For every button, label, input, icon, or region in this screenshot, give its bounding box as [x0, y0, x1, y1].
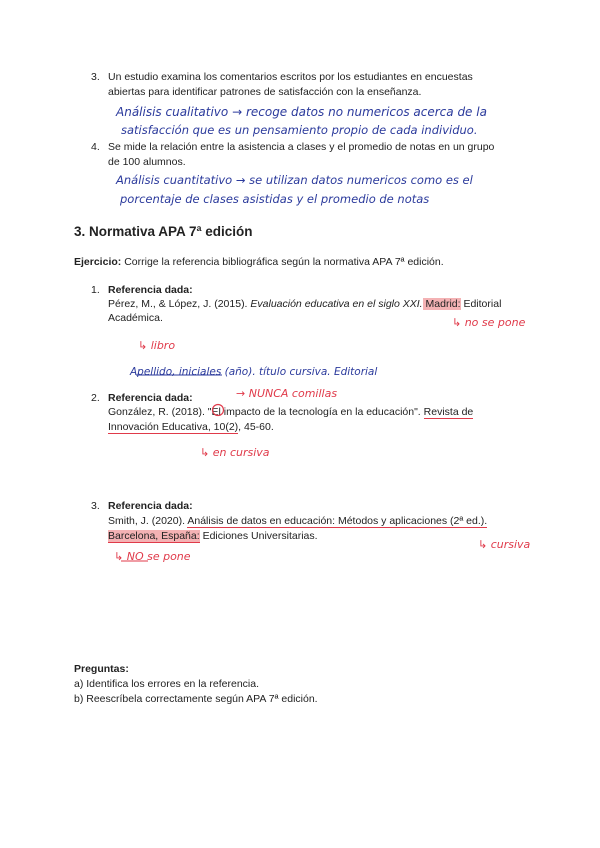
ref-3-authors: Smith, J. (2020).	[108, 515, 188, 527]
ref-3-note-place: ↳ NO se pone	[114, 550, 191, 563]
ref-2-label: Referencia dada:	[108, 392, 193, 404]
ref-2-note-italic: ↳ en cursiva	[200, 446, 270, 459]
ref-1-note-title: ↳ libro	[138, 339, 176, 352]
section-title: 3. Normativa APA 7ª edición	[74, 224, 253, 239]
ref-2-journal-cont: Innovación Educativa, 10(2)	[108, 421, 239, 433]
ref-1-label: Referencia dada:	[108, 284, 193, 296]
ref-2-note-quote: → NUNCA comillas	[236, 387, 338, 400]
ref-2-line-1	[108, 406, 473, 418]
exercise-instruction	[74, 256, 444, 268]
item-4-line-2: de 100 alumnos.	[108, 156, 186, 168]
ref-3-title: Análisis de datos en educación: Métodos y aplicaciones (2ª ed.).	[187, 515, 488, 527]
ref-1-rest: Editorial	[460, 298, 502, 310]
exercise-label: Ejercicio:	[74, 256, 122, 268]
question-b: b) Reescríbela correctamente según APA 7ª edición.	[74, 693, 318, 705]
ref-1-number: 1.	[91, 284, 100, 296]
ref-1-place: Madrid:	[422, 298, 461, 310]
item-4-line-1: Se mide la relación entre la asistencia a clases y el promedio de notas en un grupo	[108, 141, 495, 153]
ref-1-note-place: ↳ no se pone	[452, 316, 526, 329]
ref-3-label: Referencia dada:	[108, 500, 193, 512]
question-a: a) Identifica los errores en la referencia.	[74, 678, 260, 690]
item-4-annotation-1: Análisis cuantitativo → se utilizan datos numericos como es el	[116, 173, 473, 187]
item-3-line-2: abiertas para identificar patrones de satisfacción con la enseñanza.	[108, 86, 422, 98]
ref-1-note-format: Apellido, iniciales (año). título cursiva. Editorial	[130, 366, 378, 378]
questions-title: Preguntas:	[74, 663, 129, 675]
ref-2-pages: , 45-60.	[238, 421, 274, 433]
ref-2-quote-mark: "	[207, 406, 212, 418]
exercise-text: Corrige la referencia bibliográfica según la normativa APA 7ª edición.	[121, 256, 444, 268]
ref-3-publisher: Ediciones Universitarias.	[199, 530, 318, 542]
ref-3-line-2	[108, 530, 318, 542]
ref-2-title: El impacto de la tecnología en la educación".	[211, 406, 424, 418]
ref-2-journal: Revista de	[423, 406, 474, 418]
ref-2-number: 2.	[91, 392, 100, 404]
ref-1-authors: Pérez, M., & López, J. (2015).	[108, 298, 251, 310]
item-3-annotation-2: satisfacción que es un pensamiento propio de cada individuo.	[121, 123, 478, 137]
ref-2-line-2	[108, 421, 274, 433]
ref-2-authors: González, R. (2018).	[108, 406, 208, 418]
ref-3-note-italic: ↳ cursiva	[478, 538, 531, 551]
item-3-line-1: Un estudio examina los comentarios escritos por los estudiantes en encuestas	[108, 71, 473, 83]
item-3-annotation-1: Análisis cualitativo → recoge datos no numericos acerca de la	[116, 105, 487, 119]
ref-3-line-1	[108, 515, 487, 527]
ref-3-number: 3.	[91, 500, 100, 512]
ref-1-line-2: Académica.	[108, 312, 163, 324]
ref-1-title: Evaluación educativa en el siglo XXI.	[250, 298, 423, 310]
ref-3-place: Barcelona, España:	[108, 530, 200, 542]
item-3-number: 3.	[91, 71, 100, 83]
item-4-number: 4.	[91, 141, 100, 153]
item-4-annotation-2: porcentaje de clases asistidas y el promedio de notas	[120, 192, 430, 206]
ref-1-line-1	[108, 298, 501, 310]
